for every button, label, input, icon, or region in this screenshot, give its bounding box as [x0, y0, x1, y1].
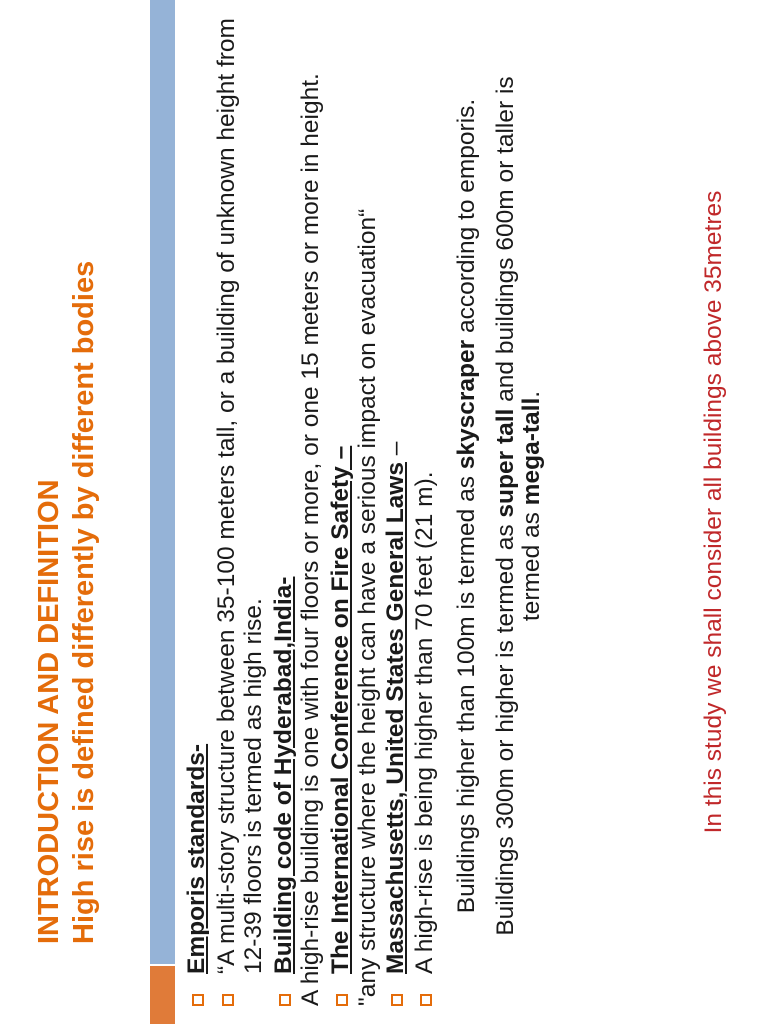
- bullet-text: “A multi-story structure between 35-100 meters tall, or a building of unknown height from 12-39 floors is termed as high rise.: [213, 18, 267, 974]
- bullet-heading: Building code of Hyderabad,India-: [270, 576, 298, 974]
- bullet-emporis-text: [214, 6, 267, 1006]
- paragraph-text: .: [517, 390, 545, 398]
- title-line-1: INTRODUCTION AND DEFINITION: [33, 479, 65, 944]
- study-note: In this study we shall consider all buildings above 35metres: [700, 190, 727, 834]
- accent-bar-blue: [150, 0, 175, 964]
- bullet-heading-suffix: –: [382, 441, 410, 463]
- bullet-fire-safety: [328, 6, 381, 1006]
- slide-title: [32, 4, 103, 944]
- bullet-massachusetts: [383, 6, 409, 1006]
- term-super-tall: super tall: [491, 408, 519, 518]
- bullet-text: "any structure where the height can have a serious impact on evacuation“: [353, 208, 381, 1006]
- bullet-heading: The International Conference on Fire Safety –: [327, 445, 355, 974]
- bullet-heading: Massachusetts, United States General Laws: [382, 462, 410, 974]
- bullet-square-icon: [222, 994, 234, 1006]
- term-mega-tall: mega-tall: [517, 397, 545, 506]
- paragraph-text: Buildings higher than 100m is termed as: [453, 469, 481, 914]
- bullet-square-icon: [279, 994, 291, 1006]
- bullet-text: A high-rise is being higher than 70 feet (21 m).: [410, 471, 438, 974]
- bullet-square-icon: [336, 994, 348, 1006]
- paragraph-text: according to emporis.: [453, 98, 481, 340]
- bullet-square-icon: [391, 994, 403, 1006]
- bullet-text: A high-rise building is one with four floors or more, or one 15 meters or more in height.: [296, 73, 324, 1006]
- bullet-square-icon: [192, 994, 204, 1006]
- bullet-heading: Emporis standards-: [183, 743, 210, 974]
- paragraph-text: Buildings 300m or higher is termed as: [491, 517, 519, 936]
- paragraph-text: and buildings 600m or taller is termed as: [491, 76, 545, 622]
- title-line-2: High rise is defined differently by different bodies: [68, 260, 101, 944]
- bullet-list: [180, 6, 545, 1006]
- bullet-hyderabad: [271, 6, 324, 1006]
- paragraph-skyscraper: [454, 6, 480, 1006]
- bullet-massachusetts-text: [412, 6, 438, 1006]
- accent-bar-orange: [150, 966, 175, 1024]
- term-skyscraper: skyscraper: [453, 339, 481, 470]
- bullet-emporis: [184, 6, 210, 1006]
- paragraph-super-tall: [493, 6, 546, 1006]
- bullet-square-icon: [420, 994, 432, 1006]
